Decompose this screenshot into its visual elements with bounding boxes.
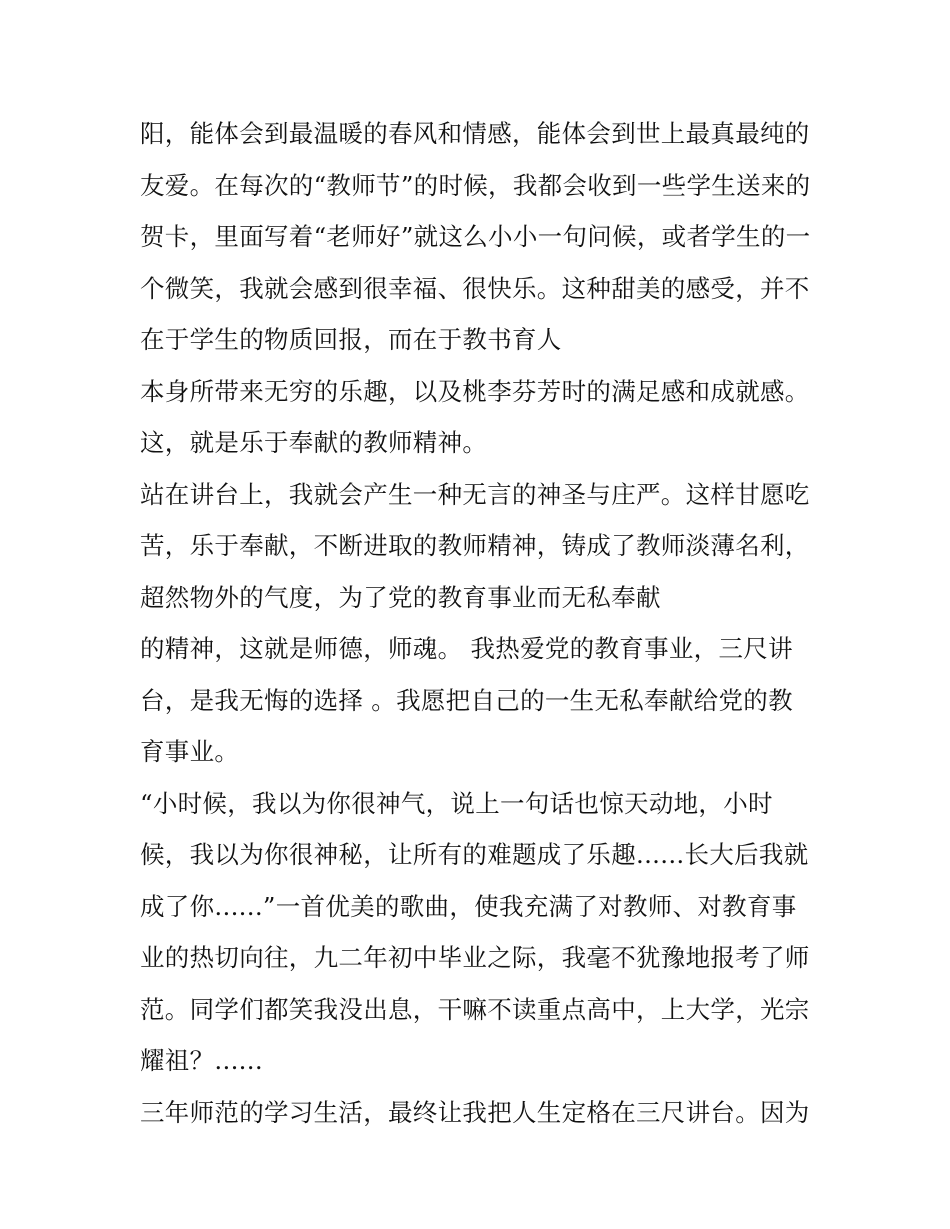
- text-line: 苦，乐于奉献，不断进取的教师精神，铸成了教师淡薄名利，: [140, 531, 810, 560]
- document-body: [140, 108, 820, 1138]
- text-line: 个微笑，我就会感到很幸福、很快乐。这种甜美的感受，并不: [140, 273, 810, 303]
- text-line: 站在讲台上，我就会产生一种无言的神圣与庄严。这样甘愿吃: [140, 479, 810, 509]
- text-line: 耀祖？......: [140, 1046, 263, 1075]
- text-line: 贺卡，里面写着“老师好”就这么小小一句问候，或者学生的一: [140, 222, 811, 251]
- text-line: 候，我以为你很神秘，让所有的难题成了乐趣......长大后我就: [140, 840, 809, 869]
- text-line: 成了你......”一首优美的歌曲，使我充满了对教师、对教育事: [140, 891, 797, 921]
- text-line: 超然物外的气度，为了党的教育事业而无私奉献: [140, 582, 661, 612]
- text-line: 本身所带来无穷的乐趣，以及桃李芬芳时的满足感和成就感。: [140, 376, 810, 406]
- text-line: 业的热切向往，九二年初中毕业之际，我毫不犹豫地报考了师: [140, 943, 810, 972]
- text-line: 育事业。: [140, 737, 240, 766]
- text-line: “小时候，我以为你很神气，说上一句话也惊天动地，小时: [140, 788, 773, 818]
- text-line: 范。同学们都笑我没出息，干嘛不读重点高中，上大学，光宗: [140, 994, 810, 1024]
- text-line: 这，就是乐于奉献的教师精神。: [140, 428, 488, 457]
- text-line: 阳，能体会到最温暖的春风和情感，能体会到世上最真最纯的: [140, 119, 810, 148]
- text-line: 在于学生的物质回报，而在于教书育人: [140, 325, 562, 354]
- text-line: 三年师范的学习生活，最终让我把人生定格在三尺讲台。因为: [140, 1097, 810, 1127]
- text-line: 的精神，这就是师德，师魂。 我热爱党的教育事业，三尺讲: [140, 634, 793, 663]
- text-line: 友爱。在每次的“教师节”的时候，我都会收到一些学生送来的: [140, 170, 811, 200]
- text-line: 台，是我无悔的选择 。我愿把自己的一生无私奉献给党的教: [140, 685, 793, 715]
